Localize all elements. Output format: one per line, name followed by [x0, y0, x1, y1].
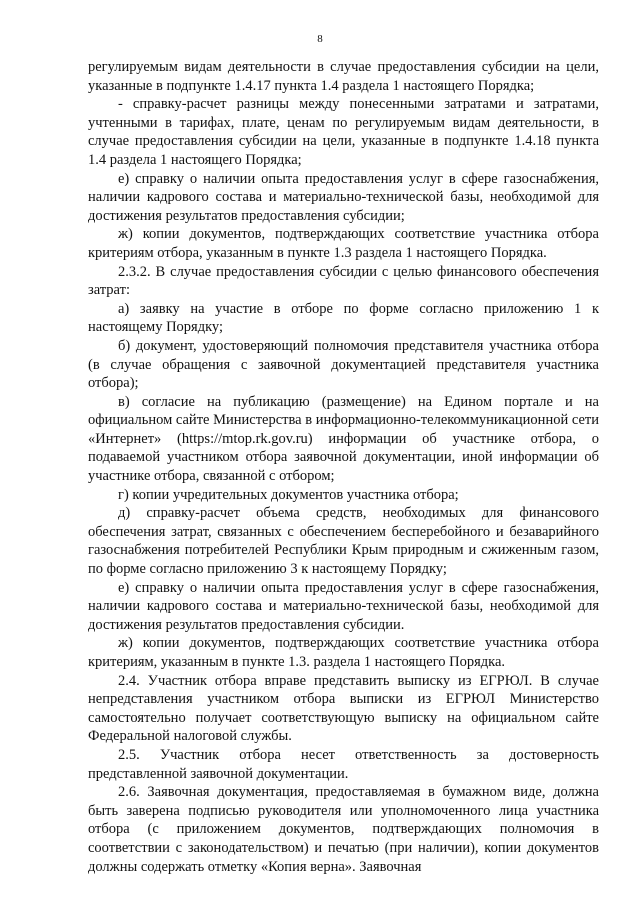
paragraph-2-3-2: 2.3.2. В случае предоставления субсидии с целью финансового обеспечения затрат:: [88, 263, 599, 299]
paragraph-calc-difference: - справку-расчет разницы между понесенными затратами и затратами, учтенными в тарифах, плате, ценам по регулируемым видам деятельности, в случае предоставления субсидии на цели, указанные в подпункте 1.4.18 пункта 1.4 раздела 1 настоящего Порядка;: [88, 96, 599, 168]
paragraph-2-6: 2.6. Заявочная документация, предоставляемая в бумажном виде, должна быть заверена подписью руководителя или уполномоченного лица участника отбора (с приложением документов, подтверждающих полномочия в соответствии с законодательством) и печатью (при наличии), копии документов должны содержать отметку «Копия верна». Заявочная: [88, 784, 599, 875]
document-body: [88, 58, 599, 876]
paragraph-continuation: регулируемым видам деятельности в случае предоставления субсидии на цели, указанные в подпункте 1.4.17 пункта 1.4 раздела 1 настоящего Порядка;: [88, 59, 599, 94]
paragraph-2-4: 2.4. Участник отбора вправе представить выписку из ЕГРЮЛ. В случае непредставления участником отбора выписки из ЕГРЮЛ Министерство самостоятельно получает соответствующую выписку на официальном сайте Федеральной налоговой службы.: [88, 672, 599, 745]
paragraph-item-v-consent: в) согласие на публикацию (размещение) на Едином портале и на официальном сайте Министерства в информационно-телекоммуникационной сети «Интернет» (https://mtop.rk.gov.ru) информации об участнике отбора, о подаваемой участником отбора заявочной документации, иной информации об участнике отбора, связанной с отбором;: [88, 393, 599, 485]
paragraph-item-e-experience-2: е) справку о наличии опыта предоставления услуг в сфере газоснабжения, наличии кадрового состава и материально-технической базы, необходимой для достижения результатов предоставления субсидии.: [88, 579, 599, 633]
paragraph-item-a-application: а) заявку на участие в отборе по форме согласно приложению 1 к настоящему Порядку;: [88, 300, 599, 336]
paragraph-item-b-authority: б) документ, удостоверяющий полномочия представителя участника отбора (в случае обращения с заявочной документацией представителя участника отбора);: [88, 337, 599, 392]
page-number: 8: [317, 33, 323, 45]
paragraph-item-d-calculation: д) справку-расчет объема средств, необходимых для финансового обеспечения затрат, связанных с обеспечением бесперебойного и безаварийного газоснабжения потребителей Республики Крым природным и сжиженным газом, по форме согласно приложению 3 к настоящему Порядку;: [88, 505, 599, 578]
paragraph-item-g-charter: г) копии учредительных документов участника отбора;: [118, 486, 459, 503]
paragraph-item-zh-documents: ж) копии документов, подтверждающих соответствие участника отбора критериям отбора, указанным в пункте 1.3 раздела 1 настоящего Порядка.: [88, 226, 599, 261]
paragraph-item-e-experience: е) справку о наличии опыта предоставления услуг в сфере газоснабжения, наличии кадрового состава и материально-технической базы, необходимой для достижения результатов предоставления субсидии;: [88, 170, 599, 224]
paragraph-item-zh-documents-2: ж) копии документов, подтверждающих соответствие участника отбора критериям, указанным в пункте 1.3. раздела 1 настоящего Порядка.: [88, 635, 599, 670]
paragraph-2-5: 2.5. Участник отбора несет ответственность за достоверность представленной заявочной документации.: [88, 746, 599, 782]
